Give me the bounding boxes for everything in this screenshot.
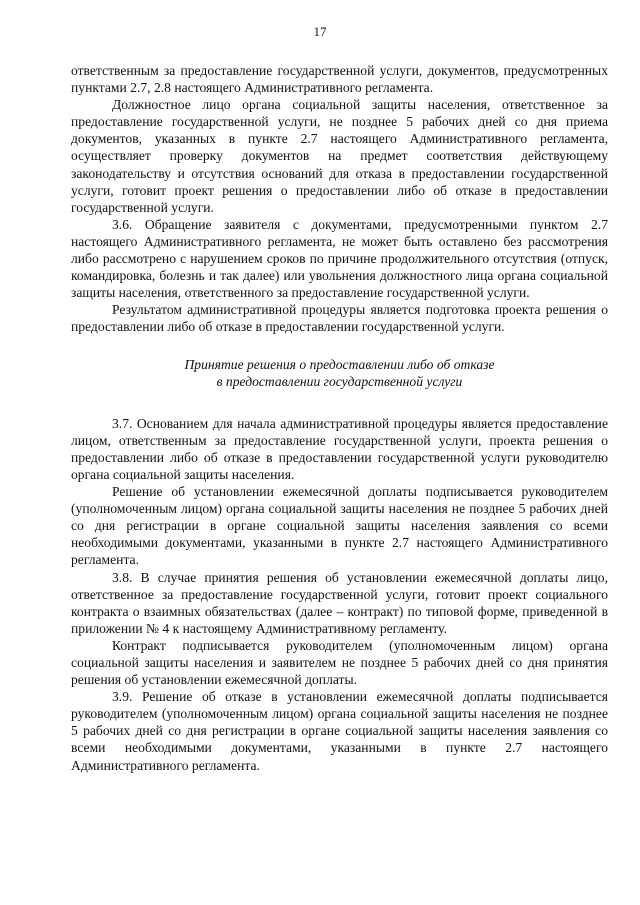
- paragraph: 3.6. Обращение заявителя с документами, предусмотренными пунктом 2.7 настоящего Административного регламента, не может быть оставлено без рассмотрения либо рассмотрено с нарушением сроков по причине продолжительного отсутствия (отпуск, командировка, болезнь и так далее) или увольнения должностного лица органа социальной защиты населения, ответственного за предоставление государственной услуги.: [71, 216, 608, 301]
- paragraph: Контракт подписывается руководителем (уполномоченным лицом) органа социальной защиты населения и заявителем не позднее 5 рабочих дней со дня принятия решения об установлении ежемесячной доплаты.: [71, 637, 608, 688]
- paragraph: 3.7. Основанием для начала административной процедуры является предоставление лицом, ответственным за предоставление государственной услуги, проекта решения о предоставлении либо об отказе в предоставлении государственной услуги руководителю органа социальной защиты населения.: [71, 415, 608, 482]
- document-body: [71, 0, 608, 774]
- paragraph: 3.9. Решение об отказе в установлении ежемесячной доплаты подписывается руководителем (уполномоченным лицом) органа социальной защиты населения не позднее 5 рабочих дней со дня регистрации в органе социальной защиты населения заявления со всеми необходимыми документами, указанными в пункте 2.7 настоящего Административного регламента.: [71, 689, 608, 773]
- section-title: [71, 356, 608, 390]
- page-number: 17: [313, 24, 327, 39]
- paragraph: Результатом административной процедуры является подготовка проекта решения о предоставлении либо об отказе в предоставлении государственной услуги.: [71, 302, 608, 335]
- section-title-line: Принятие решения о предоставлении либо об отказе: [184, 356, 495, 372]
- paragraph: Должностное лицо органа социальной защиты населения, ответственное за предоставление государственной услуги, не позднее 5 рабочих дней со дня приема документов, указанных в пункте 2.7 настоящего Административного регламента, осуществляет проверку документов на предмет соответствия действующему законодательству и отсутствия оснований для отказа в предоставлении государственной услуги, готовит проект решения о предоставлении либо об отказе в предоставлении государственной услуги.: [71, 97, 608, 215]
- paragraph: ответственным за предоставление государственной услуги, документов, предусмотренных пунктами 2.7, 2.8 настоящего Административного регламента.: [71, 63, 608, 96]
- paragraph-group-after: [71, 415, 608, 774]
- paragraph-group-before: [71, 62, 608, 336]
- section-title-line: в предоставлении государственной услуги: [216, 373, 463, 389]
- paragraph: Решение об установлении ежемесячной доплаты подписывается руководителем (уполномоченным лицом) органа социальной защиты населения не позднее 5 рабочих дней со дня регистрации в органе социальной защиты населения заявления со всеми необходимыми документами, указанными в пункте 2.7 настоящего Административного регламента.: [71, 484, 608, 568]
- paragraph: 3.8. В случае принятия решения об установлении ежемесячной доплаты лицо, ответственное за предоставление государственной услуги, готовит проект социального контракта о взаимных обязательствах (далее – контракт) по типовой форме, приведенной в приложении № 4 к настоящему Административному регламенту.: [71, 569, 608, 636]
